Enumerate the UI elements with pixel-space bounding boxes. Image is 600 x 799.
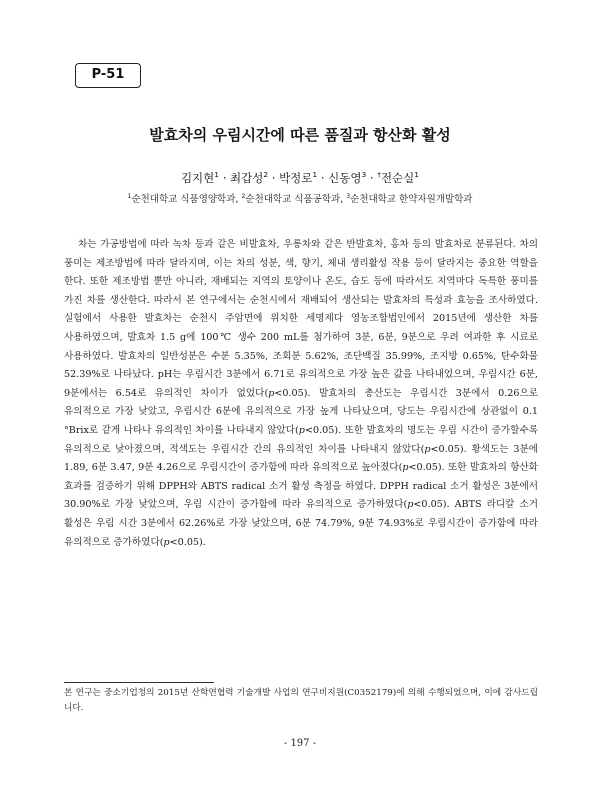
author-affil-mark: 1 xyxy=(312,170,318,180)
author-list xyxy=(0,170,600,186)
p-value-symbol: p xyxy=(407,499,414,511)
author-separator: · xyxy=(271,171,276,185)
author-affil-mark: 2 xyxy=(263,170,269,180)
author-separator: · xyxy=(369,171,374,185)
paper-title: 발효차의 우림시간에 따른 품질과 항산화 활성 xyxy=(149,126,451,144)
abstract-text: <0.05). 또한 발효차의 명도는 우림 시간이 증가할수록 유의적으로 낮아졌으며, 적색도는 우림시간 간의 유의적인 차이를 나타내지 않았다( xyxy=(64,424,538,455)
author-name: 최갑성 xyxy=(230,171,264,185)
author-affil-mark: 1 xyxy=(214,170,220,180)
footnote-rule xyxy=(64,682,214,683)
p-value-symbol: p xyxy=(163,536,170,548)
page-number: - 197 - xyxy=(283,738,317,749)
p-value-symbol: p xyxy=(298,424,305,436)
author-5-corresponding xyxy=(377,171,419,185)
abstract-body xyxy=(64,236,538,552)
author-name: 김지현 xyxy=(180,171,215,185)
affil-mark: 2 xyxy=(241,192,246,200)
affil-mark: 1 xyxy=(127,192,132,200)
abstract-text: <0.05). 황색도는 3분에 1.89, 6분 3.47, 9분 4.26으로 우림시간이 증가함에 따라 유의적으로 높아졌다( xyxy=(64,443,538,474)
abstract-text: <0.05). 발효차의 총산도는 우림시간 3분에서 0.26으로 유의적으로 가장 낮았고, 우림시간 6분에 유의적으로 가장 높게 나타났으며, 당도는 우림시간에 상관없이 0.1 °Brix로 같게 나타나 유의적인 차이를 나타내지 않았다( xyxy=(64,387,539,436)
author-name: 전순실 xyxy=(380,171,415,185)
abstract-text: <0.05). 또한 발효차의 항산화 효과를 검증하기 위해 DPPH와 ABTS radical 소거 활성 측정을 하였다. DPPH radical 소거 활성은 3분에서 30.90%로 가장 낮았으며, 우림 시간이 증가함에 따라 유의적으로 증가하였다( xyxy=(64,462,539,511)
author-1 xyxy=(181,171,219,185)
author-3 xyxy=(279,171,317,185)
affil-text: 순천대학교 식품영양학과, xyxy=(131,194,239,205)
author-affil-mark: 1 xyxy=(414,170,420,180)
affiliation-1 xyxy=(128,194,239,205)
funding-footnote: 본 연구는 중소기업청의 2015년 산학연협력 기술개발 사업의 연구비지원(C0352179)에 의해 수행되었으며, 이에 감사드립니다. xyxy=(64,688,538,713)
affil-text: 순천대학교 한약자원개발학과 xyxy=(350,194,473,205)
author-name: 박정로 xyxy=(279,171,313,185)
affiliation-2 xyxy=(241,194,343,205)
author-2 xyxy=(230,171,268,185)
affil-text: 순천대학교 식품공학과, xyxy=(245,194,344,205)
p-value-symbol: p xyxy=(268,387,275,399)
author-name: 신동영 xyxy=(328,171,362,185)
abstract-text: <0.05). ABTS 라디칼 소거 활성은 우림 시간 3분에서 62.26%로 가장 낮았으며, 6분 74.79%, 9분 74.93%로 우림시간이 증가함에 따라 유의적으로 증가하였다( xyxy=(64,499,538,548)
poster-code-box xyxy=(75,63,141,88)
author-affil-mark: 3 xyxy=(361,170,367,180)
affil-mark: 3 xyxy=(346,192,351,200)
p-value-symbol: p xyxy=(424,443,431,455)
author-4 xyxy=(328,171,366,185)
abstract-text: 차는 가공방법에 따라 녹차 등과 같은 비발효차, 우롱차와 같은 반발효차, 홍차 등의 발효차로 분류된다. 차의 풍미는 제조방법에 따라 달라지며, 이는 차의 성분, 색, 향기, 체내 생리활성 작용 등이 달라지는 중요한 역할을 한다. 또한 제조방법 뿐만 아니라, 재배되는 지역의 토양이나 온도, 습도 등에 따라서도 지역마다 독특한 풍미를 가진 차를 생산한다. 따라서 본 연구에서는 순천시에서 재배되어 생산되는 발효차의 특성과 효능을 조사하였다. 실험에서 사용한 발효차는 순천시 주암면에 위치한 세명제다 영농조합법인에서 2015년에 생산한 차를 사용하였으며, 발효차 1.5 g에 100℃ 생수 200 mL를 첨가하여 3분, 6분, 9분으로 우려 여과한 후 시료로 사용하였다. 발효차의 일반성분은 수분 5.35%, 조회분 5.62%, 조단백질 35.99%, 조지방 0.65%, 탄수화물 52.39%로 나타났다. pH는 우림시간 3분에서 6.71로 유의적으로 가장 높은 값을 나타내었으며, 우림시간 6분, 9분에서는 6.54로 유의적인 차이가 없었다( xyxy=(64,239,538,399)
corresponding-mark: † xyxy=(377,170,381,180)
abstract-text: <0.05). xyxy=(169,536,206,548)
author-separator: · xyxy=(320,171,325,185)
p-value-symbol: p xyxy=(402,462,409,474)
poster-code: P-51 xyxy=(91,67,125,82)
affiliation-3 xyxy=(346,194,472,205)
affiliation-list xyxy=(0,191,600,205)
author-separator: · xyxy=(222,171,227,185)
